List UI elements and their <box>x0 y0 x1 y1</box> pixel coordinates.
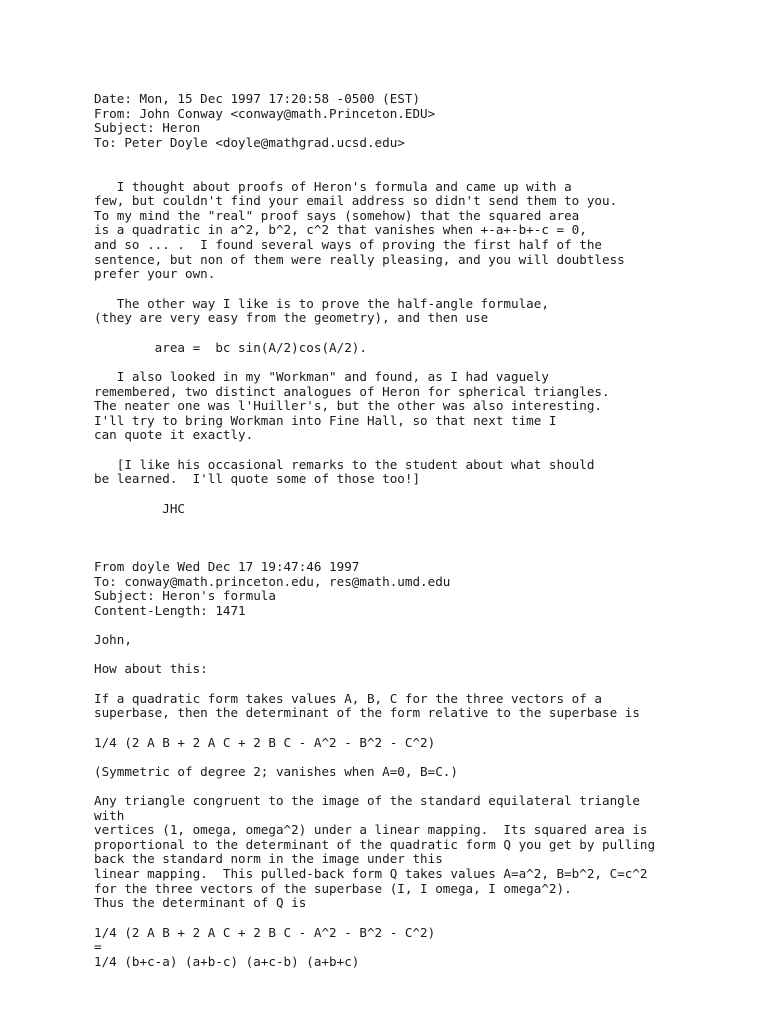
email1-body-line: few, but couldn't find your email address so didn't send them to you. <box>94 193 618 208</box>
email2-body-line: Any triangle congruent to the image of the standard equilateral triangle <box>94 793 640 808</box>
email2-body-line: proportional to the determinant of the quadratic form Q you get by pulling <box>94 837 656 852</box>
email1-body-line: sentence, but non of them were really pleasing, and you will doubtless <box>94 252 625 267</box>
email1-body-line: can quote it exactly. <box>94 427 254 442</box>
email2-greeting: John, <box>94 632 132 647</box>
email2-body-line: vertices (1, omega, omega^2) under a linear mapping. Its squared area is <box>94 822 648 837</box>
email1-to-line: To: Peter Doyle <doyle@mathgrad.ucsd.edu> <box>94 135 405 150</box>
email2-to-line: To: conway@math.princeton.edu, res@math.umd.edu <box>94 574 451 589</box>
email1-signature: JHC <box>94 501 185 516</box>
email1-subject-line: Subject: Heron <box>94 120 201 135</box>
email2-from-line: From doyle Wed Dec 17 19:47:46 1997 <box>94 559 360 574</box>
email2-body-line: with <box>94 808 125 823</box>
email1-formula-line: area = bc sin(A/2)cos(A/2). <box>94 340 367 355</box>
email1-body-line: [I like his occasional remarks to the student about what should <box>94 457 595 472</box>
email1-body-line: be learned. I'll quote some of those too!] <box>94 471 421 486</box>
email2-body-line: for the three vectors of the superbase (I, I omega, I omega^2). <box>94 881 572 896</box>
email2-body-line: (Symmetric of degree 2; vanishes when A=0, B=C.) <box>94 764 458 779</box>
email1-body-line: The other way I like is to prove the half-angle formulae, <box>94 296 549 311</box>
email1-body-line: (they are very easy from the geometry), and then use <box>94 310 489 325</box>
email2-body-line: superbase, then the determinant of the form relative to the superbase is <box>94 705 640 720</box>
email2-subject-line: Subject: Heron's formula <box>94 588 276 603</box>
email2-body-line: Thus the determinant of Q is <box>94 895 307 910</box>
email2-body-line: If a quadratic form takes values A, B, C for the three vectors of a <box>94 691 602 706</box>
email2-formula-line: 1/4 (2 A B + 2 A C + 2 B C - A^2 - B^2 - C^2) <box>94 925 436 940</box>
email2-content-length-line: Content-Length: 1471 <box>94 603 246 618</box>
email1-body-line: is a quadratic in a^2, b^2, c^2 that vanishes when +-a+-b+-c = 0, <box>94 222 587 237</box>
email1-body-line: I'll try to bring Workman into Fine Hall, so that next time I <box>94 413 557 428</box>
email1-body-line: remembered, two distinct analogues of Heron for spherical triangles. <box>94 384 610 399</box>
email1-body-line: and so ... . I found several ways of proving the first half of the <box>94 237 602 252</box>
email2-formula-line: 1/4 (2 A B + 2 A C + 2 B C - A^2 - B^2 - C^2) <box>94 735 436 750</box>
email2-formula-line: 1/4 (b+c-a) (a+b-c) (a+c-b) (a+b+c) <box>94 954 360 969</box>
email1-body-line: prefer your own. <box>94 266 216 281</box>
email1-body-line: I also looked in my "Workman" and found, as I had vaguely <box>94 369 549 384</box>
email1-date-line: Date: Mon, 15 Dec 1997 17:20:58 -0500 (EST) <box>94 91 421 106</box>
email1-from-line: From: John Conway <conway@math.Princeton.EDU> <box>94 106 436 121</box>
email1-body-line: The neater one was l'Huiller's, but the other was also interesting. <box>94 398 602 413</box>
email1-body-line: I thought about proofs of Heron's formula and came up with a <box>94 179 572 194</box>
email2-body-line: linear mapping. This pulled-back form Q takes values A=a^2, B=b^2, C=c^2 <box>94 866 648 881</box>
email1-body-line: To my mind the "real" proof says (somehow) that the squared area <box>94 208 580 223</box>
email2-body-line: How about this: <box>94 661 208 676</box>
email2-formula-line: = <box>94 939 102 954</box>
email2-body-line: back the standard norm in the image under this <box>94 851 443 866</box>
